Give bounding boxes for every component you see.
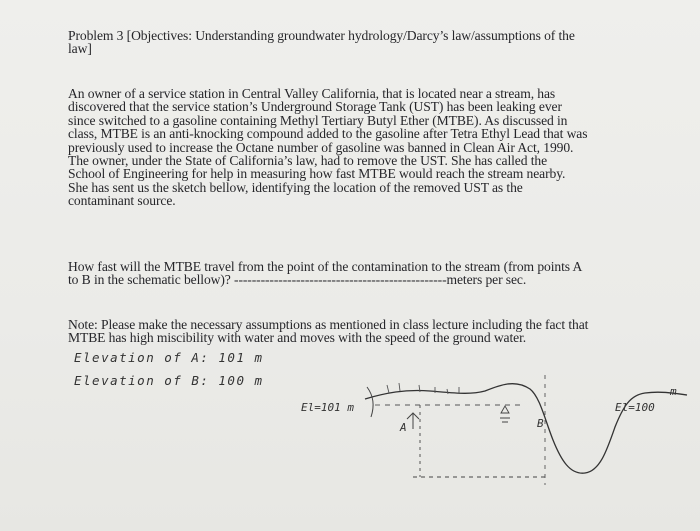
bank-mark — [367, 387, 373, 417]
handwritten-elevation-a: Elevation of A: 101 m — [74, 350, 264, 365]
sketch-label-left-elevation: El=101 m — [301, 401, 354, 414]
paragraph-line: previously used to increase the Octane number of gasoline was banned in Clean Air Act, 1990. — [68, 139, 574, 155]
sketch-label-right-unit: m — [670, 385, 677, 398]
paragraph-line: School of Engineering for help in measuring how fast MTBE would reach the stream nearby. — [68, 166, 566, 182]
paragraph-line: class, MTBE is an anti-knocking compound added to the gasoline after Tetra Ethyl Lead that was — [68, 126, 588, 142]
question-line: to B in the schematic bellow)? ------------------------------------------------meters per sec. — [68, 272, 527, 288]
sketch-label-right-elevation: El=100 — [615, 401, 655, 414]
schematic-drawing — [295, 365, 690, 490]
problem-title-line-1: Problem 3 [Objectives: Understanding groundwater hydrology/Darcy’s law/assumptions of the — [68, 28, 575, 43]
paragraph-line: She has sent us the sketch bellow, identifying the location of the removed UST as the — [68, 179, 523, 195]
paragraph-line: discovered that the service station’s Underground Storage Tank (UST) has been leaking ever — [68, 99, 562, 115]
handwritten-elevation-b: Elevation of B: 100 m — [74, 373, 264, 388]
problem-description — [68, 87, 658, 208]
schematic-sketch — [295, 365, 690, 490]
note-line: MTBE has high miscibility with water and moves with the speed of the ground water. — [68, 330, 527, 346]
problem-title — [68, 29, 658, 56]
problem-title-line-2: law] — [68, 41, 92, 57]
note — [68, 318, 658, 345]
paragraph-line: The owner, under the State of California’s law, had to remove the UST. She has called the — [68, 153, 548, 169]
note-line: Note: Please make the necessary assumptions as mentioned in class lecture including the fact that — [68, 317, 589, 332]
question — [68, 260, 658, 287]
question-line: How fast will the MTBE travel from the point of the contamination to the stream (from points A — [68, 259, 583, 274]
paragraph-line: since switched to a gasoline containing Methyl Tertiary Butyl Ether (MTBE). As discussed in — [68, 112, 568, 128]
paragraph-line: An owner of a service station in Central Valley California, that is located near a stream, has — [68, 86, 556, 101]
sketch-label-point-a: A — [400, 421, 407, 434]
sketch-label-point-b: B — [537, 417, 544, 430]
paragraph-line: contaminant source. — [68, 193, 176, 209]
water-level-marker — [500, 406, 510, 422]
